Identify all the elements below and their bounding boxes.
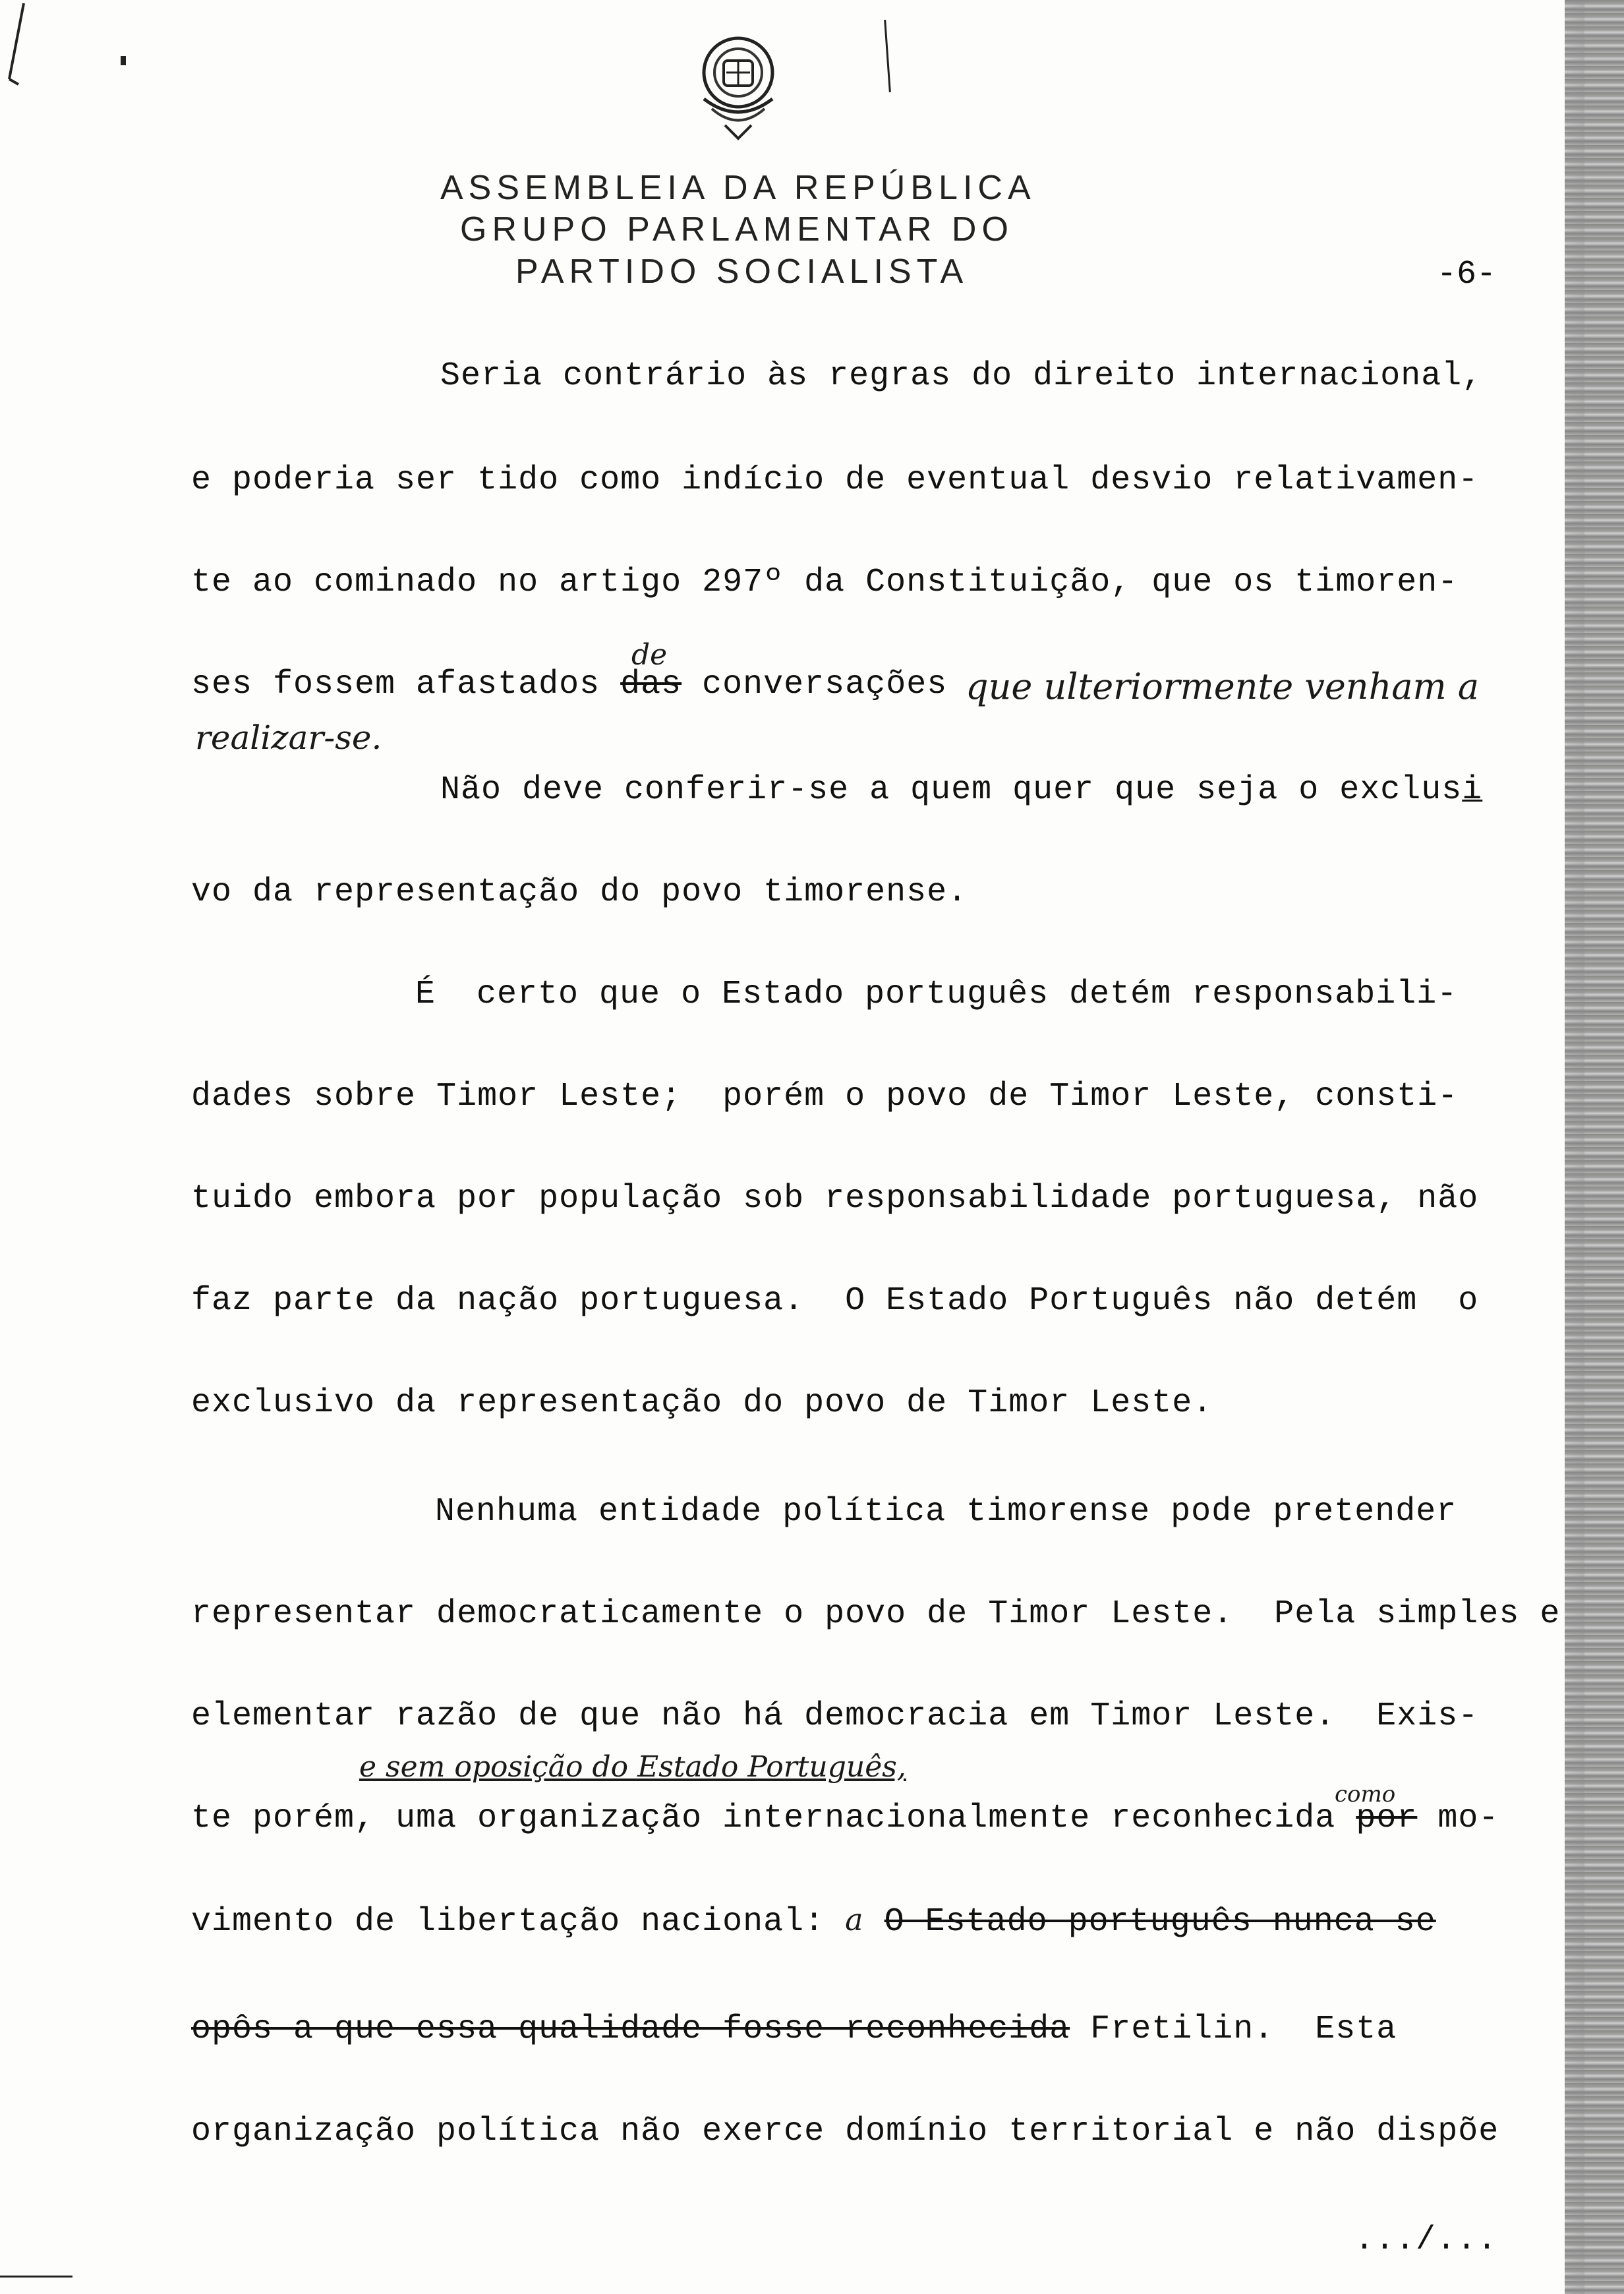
header-line-grupo: GRUPO PARLAMENTAR DO [460, 210, 1014, 249]
pen-mark-icon [4, 0, 30, 92]
ink-tick [884, 20, 891, 92]
body-line-10: tuido embora por população sob responsabilidade portuguesa, não [191, 1180, 1479, 1218]
body-line-4-end: conversações [702, 666, 948, 703]
body-line-6-main: Não deve conferir-se a quem quer que seja o exclus [440, 771, 1463, 809]
handwritten-de: de [631, 638, 668, 672]
handwritten-como: como [1335, 1781, 1396, 1808]
coat-of-arms-seal-icon [685, 26, 791, 145]
handwritten-a: a [845, 1902, 864, 1937]
handwritten-insertion: e sem oposição do Estado Português, [359, 1750, 906, 1784]
body-line-4 [191, 666, 947, 703]
body-line-8: É certo que o Estado português detém responsabili- [415, 976, 1458, 1013]
body-line-6-underlined-i: i [1462, 771, 1483, 809]
body-line-13: Nenhuma entidade política timorense pode pretender [435, 1493, 1457, 1531]
body-line-17 [191, 1902, 1436, 1941]
ink-dot [121, 56, 126, 65]
body-line-3: te ao cominado no artigo 297º da Constituição, que os timoren- [191, 564, 1459, 601]
body-line-2: e poderia ser tido como indício de eventual desvio relativamen- [191, 461, 1479, 499]
header-line-partido: PARTIDO SOCIALISTA [515, 252, 969, 291]
continuation-marker: .../... [1354, 2221, 1498, 2259]
body-line-4-start: ses fossem afastados [191, 666, 600, 703]
body-line-19: organização política não exerce domínio territorial e não dispõe [191, 2113, 1499, 2150]
body-line-16-mid: uma organização internacionalmente reconhecida [395, 1800, 1336, 1837]
struck-word-por: por [1356, 1800, 1418, 1837]
body-line-1: Seria contrário às regras do direito internacional, [440, 357, 1483, 395]
struck-phrase-estado: O Estado português nunca se [884, 1903, 1436, 1941]
body-line-15: elementar razão de que não há democracia em Timor Leste. Exis- [191, 1697, 1479, 1735]
body-line-16: te porém, uma organização internacionalmente reconhecida por mo- [191, 1800, 1499, 1837]
page-number: -6- [1437, 256, 1497, 293]
body-line-6 [440, 771, 1482, 809]
header-line-assembleia: ASSEMBLEIA DA REPÚBLICA [440, 169, 1036, 207]
struck-word-das: das [620, 666, 682, 703]
scan-edge-gradient [1565, 0, 1584, 2294]
handwritten-realizar: realizar-se. [195, 719, 382, 757]
struck-phrase-opos: opôs a que essa qualidade fosse reconhecida [191, 2011, 1070, 2048]
bottom-rule [0, 2276, 72, 2278]
body-line-7: vo da representação do povo timorense. [191, 873, 968, 911]
body-line-18-end: Fretilin. Esta [1090, 2011, 1397, 2048]
body-line-18 [191, 2011, 1397, 2048]
body-line-12: exclusivo da representação do povo de Timor Leste. [191, 1384, 1213, 1422]
body-line-16-end: mo- [1437, 1800, 1499, 1837]
body-line-9: dades sobre Timor Leste; porém o povo de Timor Leste, consti- [191, 1078, 1459, 1115]
body-line-17-start: vimento de libertação nacional: [191, 1903, 825, 1941]
handwritten-ulteriormente: que ulteriormente venham a [966, 666, 1480, 707]
body-line-16-start: te porém [191, 1800, 355, 1837]
body-line-11: faz parte da nação portuguesa. O Estado Português não detém o [191, 1282, 1479, 1320]
body-line-14: representar democraticamente o povo de Timor Leste. Pela simples e [191, 1595, 1561, 1633]
